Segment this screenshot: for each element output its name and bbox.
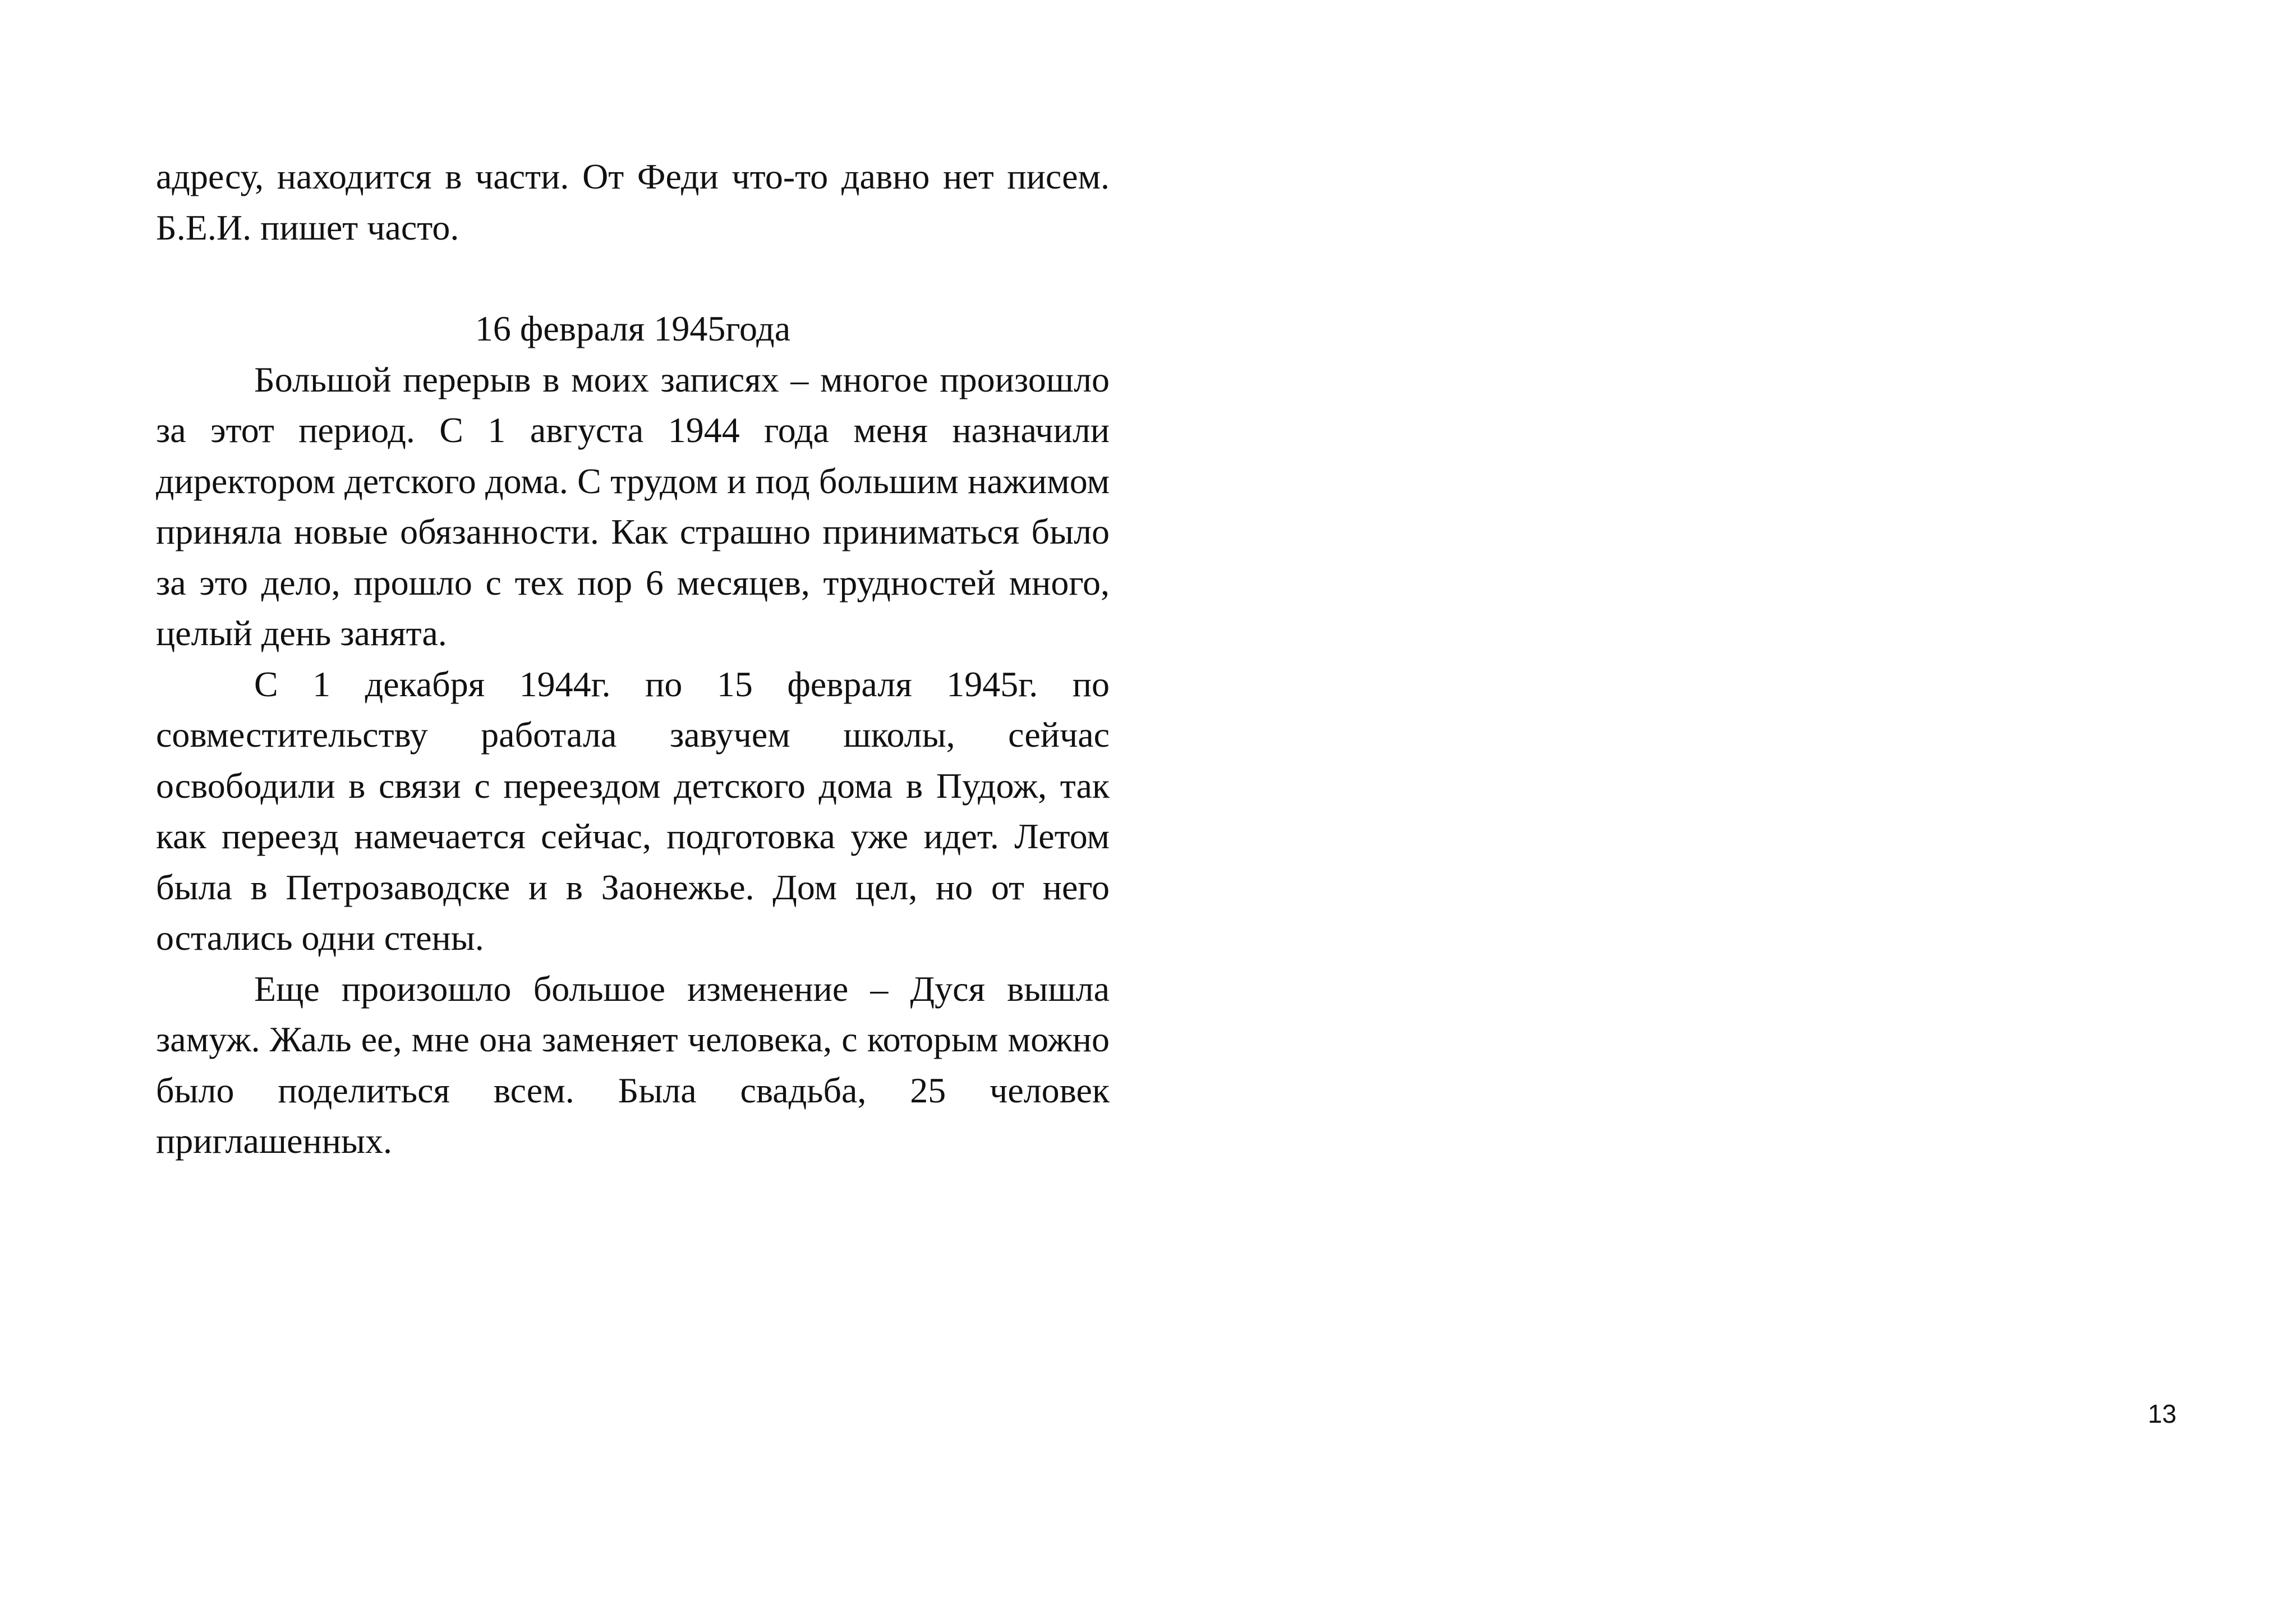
text-column — [156, 151, 1110, 1167]
opening-paragraph: адресу, находится в части. От Феди что-то давно нет писем. Б.Е.И. пишет часто. — [156, 157, 1110, 247]
body-paragraph: Еще произошло большое изменение – Дуся вышла замуж. Жаль ее, мне она заменяет человека, с которым можно было поделиться всем. Была свадьба, 25 человек приглашенных. — [156, 968, 1110, 1161]
entry-date-heading: 16 февраля 1945года — [475, 309, 791, 348]
page-number: 13 — [2147, 1399, 2177, 1428]
body-paragraph: Большой перерыв в моих записях – многое произошло за этот период. С 1 августа 1944 года меня назначили директором детского дома. С трудом и под большим нажимом приняла новые обязанности. Как страшно приниматься было за это дело, прошло с тех пор 6 месяцев, трудностей много, целый день занята. — [156, 359, 1110, 653]
body-paragraph: С 1 декабря 1944г. по 15 февраля 1945г. по совместительству работала завучем школы, сейчас освободили в связи с переездом детского дома в Пудож, так как переезд намечается сейчас, подготовка уже идет. Летом была в Петрозаводске и в Заонежье. Дом цел, но от него остались одни стены. — [156, 664, 1110, 958]
entry-spacer — [156, 253, 1110, 304]
